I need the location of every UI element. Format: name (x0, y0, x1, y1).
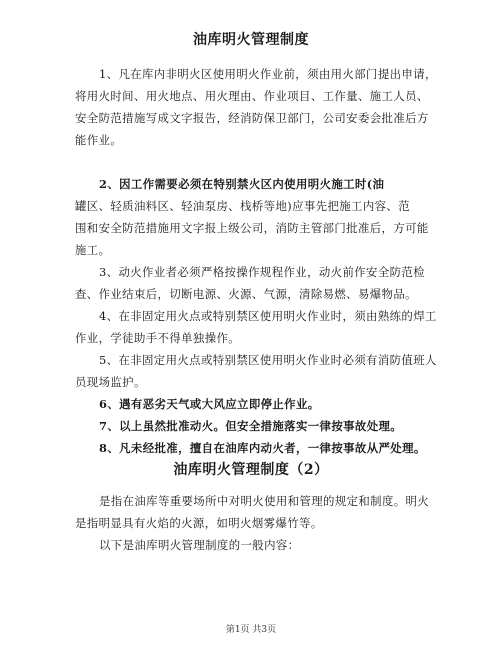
paragraph-7 (75, 415, 437, 437)
paragraph-4 (75, 305, 437, 349)
section-title-2: 油库明火管理制度（2） (173, 462, 329, 478)
paragraph-4-line-2: 作业，学徒助手不得单独操作。 (75, 331, 241, 345)
paragraph-1-line-3: 安全防范措施写成文字报告，经消防保卫部门，公司安委会批准后方 (75, 111, 429, 125)
paragraph-1-line-2: 将用火时间、用火地点、用火理由、作业项目、工作量、施工人员、 (75, 89, 429, 103)
paragraph-7-line: 7、以上虽然批准动火。但安全措施落实一律按事故处理。 (99, 419, 403, 433)
document-title: 油库明火管理制度 (193, 32, 309, 48)
paragraph-8 (75, 437, 437, 459)
paragraph-2-line-3: 围和安全防范措施用文字报上级公司，消防主管部门批准后，方可能 (75, 221, 429, 235)
paragraph-1-line-1: 1、凡在库内非明火区使用明火作业前，须由用火部门提出申请， (99, 67, 437, 81)
paragraph-3-line-1: 3、动火作业者必须严格按操作规程作业，动火前作安全防范检 (99, 265, 425, 279)
paragraph-2-line-2: 罐区、轻质油料区、轻油泵房、栈桥等地)应事先把施工内容、范 (75, 199, 410, 213)
paragraph-3 (75, 261, 437, 305)
paragraph-2-line-4: 施工。 (75, 243, 111, 257)
paragraph-2-heading: 2、因工作需要必须在特别禁火区内使用明火施工时(油 (99, 177, 385, 191)
paragraph-8-line: 8、凡未经批准，擅自在油库内动火者，一律按事故从严处理。 (99, 441, 426, 455)
paragraph-4-line-1: 4、在非固定用火点或特别禁区使用明火作业时，须由熟练的焊工 (99, 309, 437, 323)
paragraph-9-line-2: 是指明显具有火焰的火源，如明火烟雾爆竹等。 (75, 516, 323, 530)
paragraph-9 (75, 490, 437, 534)
paragraph-10 (75, 534, 437, 556)
paragraph-1-line-4: 能作业。 (75, 133, 123, 147)
paragraph-2 (75, 173, 437, 261)
page-number: 第1页 共3页 (225, 625, 277, 635)
paragraph-6 (75, 393, 437, 415)
paragraph-9-line-1: 是指在油库等重要场所中对明火使用和管理的规定和制度。明火 (99, 494, 430, 508)
paragraph-5-line-2: 员现场监护。 (75, 375, 146, 389)
paragraph-5-line-1: 5、在非固定用火点或特别禁区使用明火作业时必须有消防值班人 (99, 353, 437, 367)
paragraph-10-line: 以下是油库明火管理制度的一般内容： (99, 538, 300, 552)
paragraph-6-line: 6、遇有恶劣天气或大风应立即停止作业。 (99, 397, 320, 411)
paragraph-1 (75, 63, 437, 151)
paragraph-3-line-2: 查、作业结束后，切断电源、火源、气源，清除易燃、易爆物品。 (75, 287, 417, 301)
paragraph-5 (75, 349, 437, 393)
